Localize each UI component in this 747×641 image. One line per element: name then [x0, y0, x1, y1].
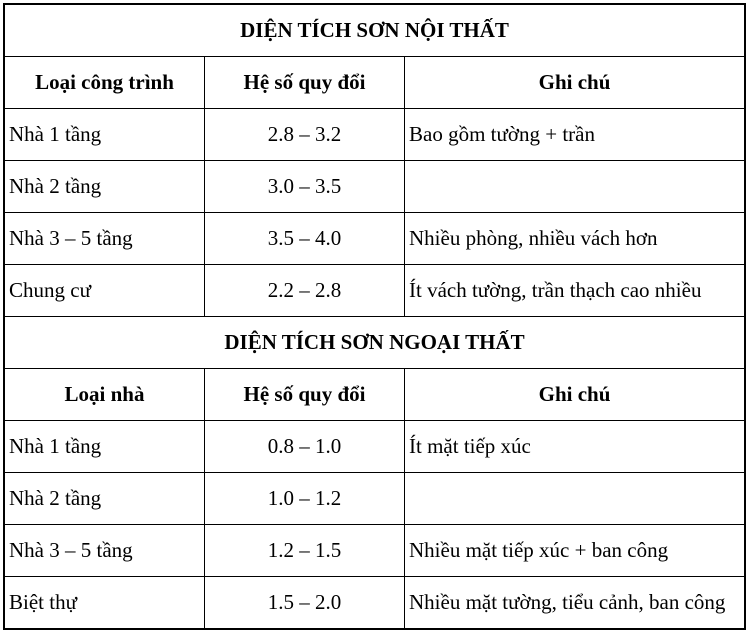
column-header-type: Loại công trình — [5, 57, 205, 109]
cell-note: Bao gồm tường + trần — [405, 109, 745, 161]
section-title-row — [5, 317, 745, 369]
cell-note — [405, 473, 745, 525]
cell-coefficient: 0.8 – 1.0 — [205, 421, 405, 473]
cell-type: Nhà 1 tầng — [5, 109, 205, 161]
cell-note: Nhiều mặt tiếp xúc + ban công — [405, 525, 745, 577]
cell-coefficient: 3.0 – 3.5 — [205, 161, 405, 213]
cell-coefficient: 2.2 – 2.8 — [205, 265, 405, 317]
section-title-interior: DIỆN TÍCH SƠN NỘI THẤT — [5, 5, 745, 57]
table-row — [5, 213, 745, 265]
cell-type: Nhà 2 tầng — [5, 473, 205, 525]
cell-note: Ít vách tường, trần thạch cao nhiều — [405, 265, 745, 317]
cell-note: Nhiều mặt tường, tiểu cảnh, ban công — [405, 577, 745, 629]
column-header-note: Ghi chú — [405, 369, 745, 421]
cell-coefficient: 1.5 – 2.0 — [205, 577, 405, 629]
cell-coefficient: 3.5 – 4.0 — [205, 213, 405, 265]
table-row — [5, 577, 745, 629]
table-row — [5, 525, 745, 577]
paint-area-table — [4, 4, 745, 629]
column-header-note: Ghi chú — [405, 57, 745, 109]
cell-type: Chung cư — [5, 265, 205, 317]
cell-note — [405, 161, 745, 213]
cell-coefficient: 1.2 – 1.5 — [205, 525, 405, 577]
cell-coefficient: 2.8 – 3.2 — [205, 109, 405, 161]
column-header-coefficient: Hệ số quy đổi — [205, 369, 405, 421]
column-header-coefficient: Hệ số quy đổi — [205, 57, 405, 109]
cell-type: Nhà 2 tầng — [5, 161, 205, 213]
table-row — [5, 473, 745, 525]
table-row — [5, 161, 745, 213]
cell-type: Biệt thự — [5, 577, 205, 629]
table-row — [5, 421, 745, 473]
header-row — [5, 57, 745, 109]
header-row — [5, 369, 745, 421]
section-title-exterior: DIỆN TÍCH SƠN NGOẠI THẤT — [5, 317, 745, 369]
section-title-row — [5, 5, 745, 57]
column-header-type: Loại nhà — [5, 369, 205, 421]
cell-type: Nhà 3 – 5 tầng — [5, 213, 205, 265]
cell-note: Ít mặt tiếp xúc — [405, 421, 745, 473]
cell-type: Nhà 1 tầng — [5, 421, 205, 473]
cell-coefficient: 1.0 – 1.2 — [205, 473, 405, 525]
cell-note: Nhiều phòng, nhiều vách hơn — [405, 213, 745, 265]
table-row — [5, 109, 745, 161]
cell-type: Nhà 3 – 5 tầng — [5, 525, 205, 577]
table-row — [5, 265, 745, 317]
